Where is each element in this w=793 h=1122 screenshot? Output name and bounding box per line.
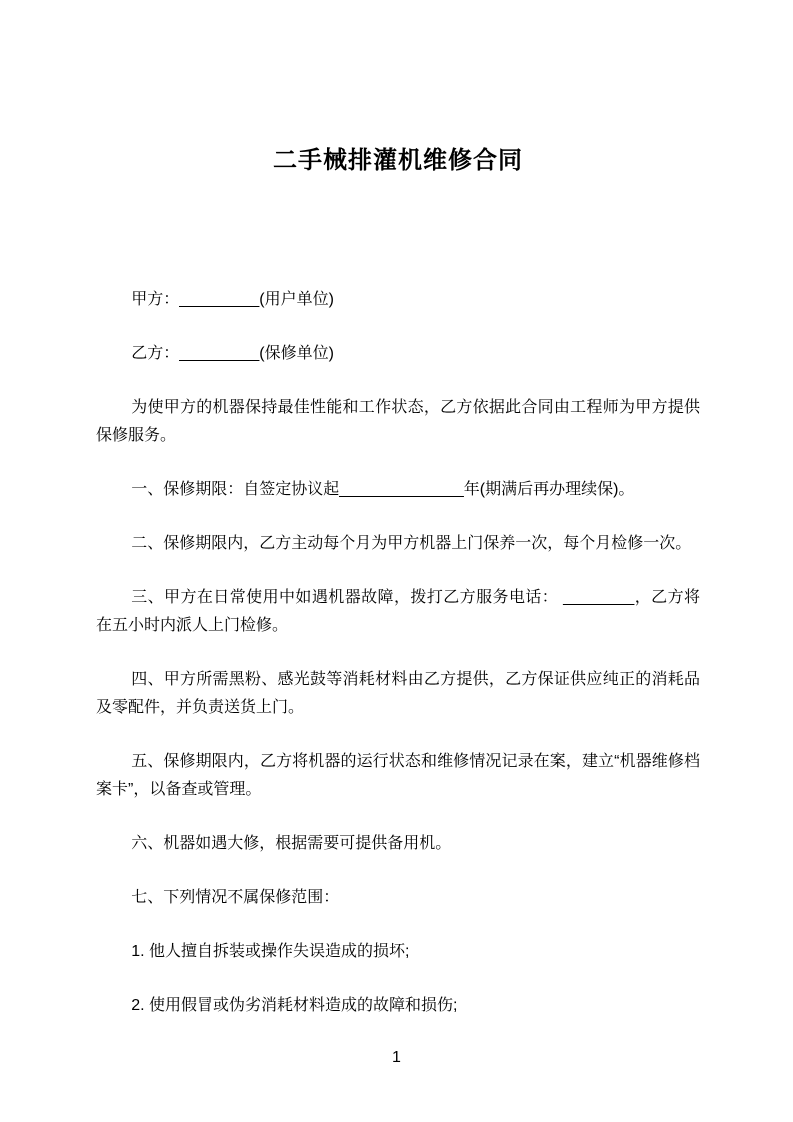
clause-5: 五、保修期限内，乙方将机器的运行状态和维修情况记录在案，建立“机器维修档案卡”，以备查或管理。 (96, 753, 700, 798)
page-number: 1 (392, 1049, 401, 1066)
clause-2: 二、保修期限内，乙方主动每个月为甲方机器上门保养一次，每个月检修一次。 (131, 535, 692, 552)
clause-4: 四、甲方所需黑粉、感光鼓等消耗材料由乙方提供，乙方保证供应纯正的消耗品及零配件，并负责送货上门。 (96, 671, 700, 716)
clause-6: 六、机器如遇大修，根据需要可提供备用机。 (131, 835, 452, 852)
party-b-line: 乙方：_________(保修单位) (131, 345, 334, 362)
preamble-paragraph: 为使甲方的机器保持最佳性能和工作状态，乙方依据此合同由工程师为甲方提供保修服务。 (96, 399, 700, 444)
clause-1: 一、保修期限：自签定协议起______________年(期满后再办理续保)。 (131, 481, 635, 498)
clause-7: 七、下列情况不属保修范围： (131, 889, 340, 906)
clause-7-item-1: 1. 他人擅自拆装或操作失误造成的损坏; (131, 943, 410, 960)
clause-3: 三、甲方在日常使用中如遇机器故障，拨打乙方服务电话： ________，乙方将在五小时内派人上门检修。 (96, 589, 700, 634)
party-a-line: 甲方：_________(用户单位) (131, 291, 334, 308)
clause-7-item-2: 2. 使用假冒或伪劣消耗材料造成的故障和损伤; (131, 997, 458, 1014)
document-title: 二手械排灌机维修合同 (273, 147, 523, 174)
